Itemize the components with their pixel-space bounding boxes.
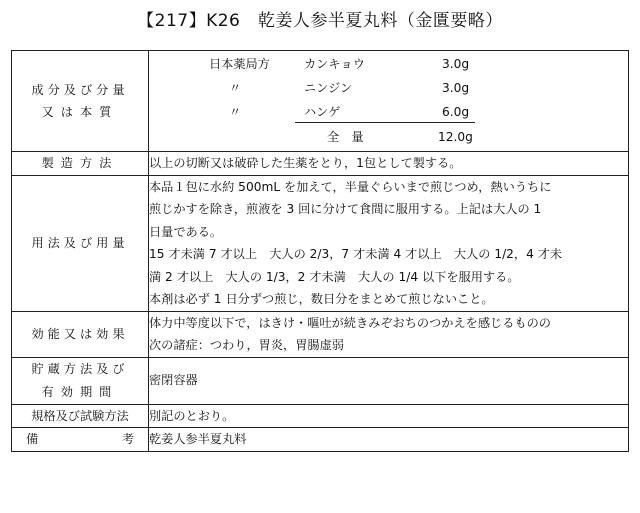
ingredient-list <box>149 51 628 151</box>
storage-row <box>12 357 629 404</box>
efficacy-row <box>12 311 629 357</box>
composition-label <box>12 51 149 152</box>
ingredient-row <box>149 77 628 99</box>
composition-row <box>12 51 629 152</box>
total-row <box>149 126 628 148</box>
remarks-text: 乾姜人参半夏丸料 <box>149 428 629 452</box>
efficacy-content <box>149 311 629 357</box>
remarks-row <box>12 428 629 452</box>
dosage-line: 15 才未満 7 才以上 大人の 2/3，7 才未満 4 才以上 大人の 1/2，4 才未 <box>149 247 563 261</box>
dosage-line: 本剤は必ず 1 日分ずつ煎じ，数日分をまとめて煎じないこと。 <box>149 292 494 306</box>
dosage-line: 日量である。 <box>149 224 223 239</box>
efficacy-line: 体力中等度以下で，はきけ・嘔吐が続きみぞおちのつかえを感じるものの <box>149 315 551 330</box>
composition-label-line1: 成分及び分量 <box>31 82 129 97</box>
ingredient-amount: 6.0g <box>442 105 470 119</box>
manufacturing-text: 以上の切断又は破砕した生薬をとり，1包として製する。 <box>149 152 629 176</box>
page-title: 【217】K26 乾姜人参半夏丸料（金匱要略） <box>137 11 503 31</box>
dosage-line: 本品１包に水約 500mL を加えて，半量ぐらいまで煎じつめ，熱いうちに <box>149 179 552 194</box>
manufacturing-row <box>12 152 629 176</box>
dosage-line: 煎じかすを除き，煎液を 3 回に分けて食間に服用する。上記は大人の 1 <box>149 202 542 216</box>
ingredient-name: カンキョウ <box>304 57 365 71</box>
ingredient-row <box>149 53 628 75</box>
composition-content <box>149 51 629 152</box>
ditto-mark: 〃 <box>229 105 242 119</box>
efficacy-label: 効能又は効果 <box>12 311 149 357</box>
ingredient-amount: 3.0g <box>442 81 470 95</box>
storage-text: 密閉容器 <box>149 357 629 404</box>
dosage-content <box>149 175 629 311</box>
specifications-text: 別記のとおり。 <box>149 404 629 428</box>
manufacturing-label: 製造方法 <box>12 152 149 176</box>
storage-label-line1: 貯蔵方法及び <box>31 362 129 376</box>
remarks-label-left: 備 <box>26 432 39 446</box>
efficacy-line: 次の諸症：つわり，胃炎，胃腸虚弱 <box>149 338 344 352</box>
storage-label-line2: 有効期間 <box>41 384 119 399</box>
specifications-row <box>12 404 629 428</box>
ditto-mark: 〃 <box>229 81 242 95</box>
formula-table <box>11 50 629 452</box>
ingredient-name: ニンジン <box>304 81 353 95</box>
sum-line <box>295 122 475 123</box>
dosage-label: 用法及び用量 <box>12 175 149 311</box>
composition-label-line2: 又は本質 <box>41 105 119 119</box>
remarks-label-right: 考 <box>121 432 134 446</box>
storage-label <box>12 357 149 404</box>
remarks-label <box>12 428 149 452</box>
total-label: 全 量 <box>327 130 364 144</box>
specifications-label: 規格及び試験方法 <box>12 404 149 428</box>
total-amount: 12.0g <box>438 130 473 144</box>
dosage-row <box>12 175 629 311</box>
pharmacopoeia-text: 日本薬局方 <box>209 57 270 71</box>
ingredient-row <box>149 101 628 123</box>
ingredient-amount: 3.0g <box>442 57 470 71</box>
ingredient-name: ハンゲ <box>304 105 341 119</box>
dosage-line: 満 2 才以上 大人の 1/3，2 才未満 大人の 1/4 以下を服用する。 <box>149 269 520 284</box>
